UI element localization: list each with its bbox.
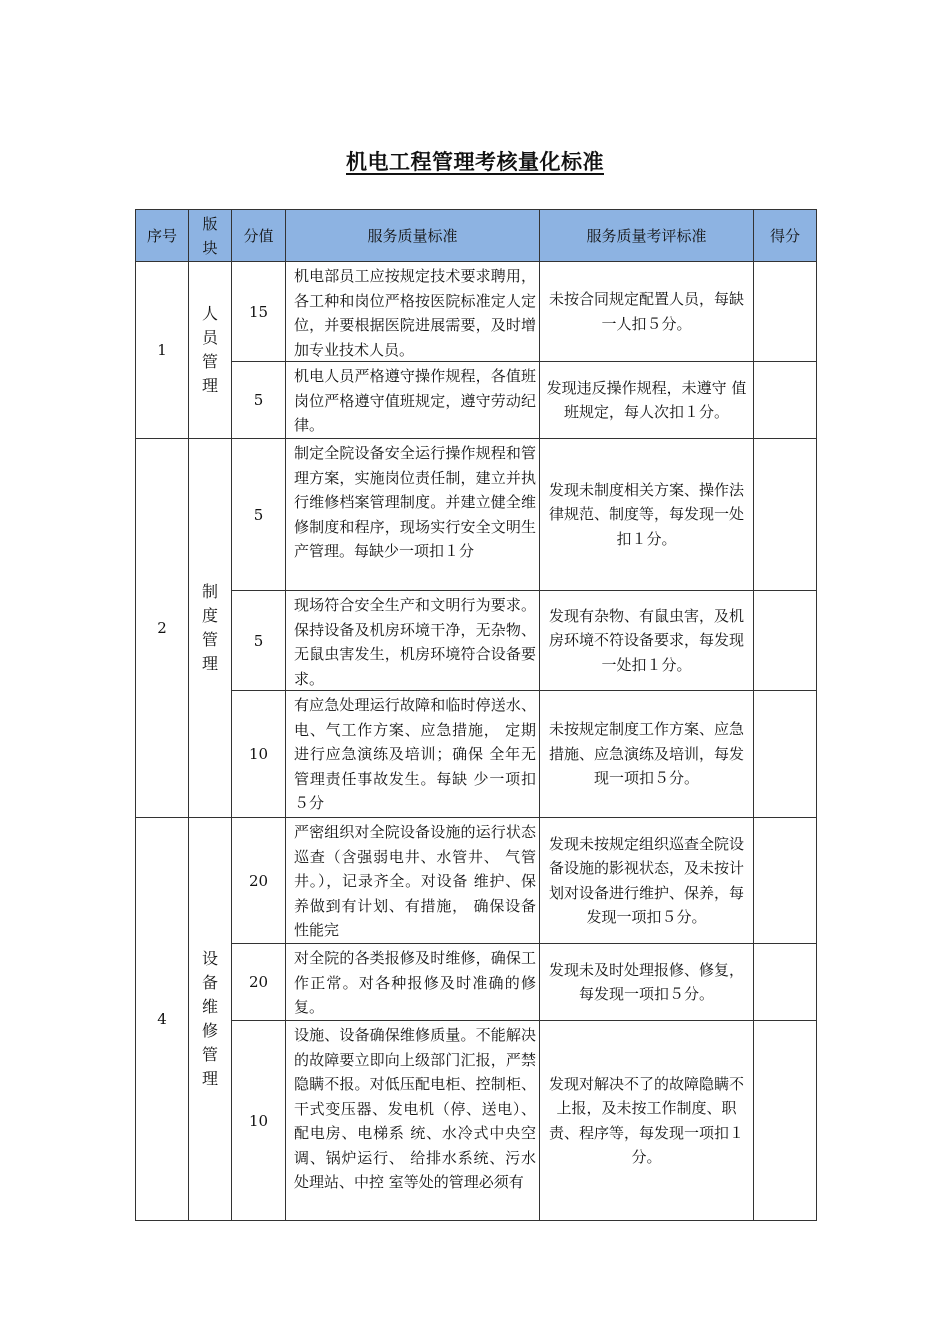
points-cell: 20 (232, 818, 286, 944)
table-row (136, 944, 817, 1021)
score-cell (754, 1021, 817, 1221)
evaluation-cell: 发现未及时处理报修、修复，每发现一项扣５分。 (540, 944, 754, 1021)
evaluation-cell: 发现违反操作规程，未遵守 值班规定，每人次扣１分。 (540, 362, 754, 439)
header-row (136, 210, 817, 262)
header-score: 得分 (754, 210, 817, 262)
header-section: 版块 (189, 210, 232, 262)
header-evaluation: 服务质量考评标准 (540, 210, 754, 262)
header-standard: 服务质量标准 (286, 210, 540, 262)
points-cell: 10 (232, 691, 286, 818)
points-cell: 5 (232, 439, 286, 591)
points-cell: 15 (232, 262, 286, 362)
table-row (136, 362, 817, 439)
page-title: 机电工程管理考核量化标准 (346, 150, 604, 174)
table-row (136, 262, 817, 362)
standard-cell: 设施、设备确保维修质量。不能解决的故障要立即向上级部门汇报，严禁隐瞒不报。对低压配电柜、控制柜、干式变压器、发电机（停、送电）、配电房、电梯系 统、水冷式中央空调、锅炉运行、 给排水系统、污水处理站、中控 室等处的管理必须有 (286, 1021, 540, 1221)
points-cell: 20 (232, 944, 286, 1021)
standard-cell: 有应急处理运行故障和临时停送水、电、气工作方案、应急措施， 定期进行应急演练及培训；确保 全年无管理责任事故发生。每缺 少一项扣５分 (286, 691, 540, 818)
standard-cell: 严密组织对全院设备设施的运行状态巡查（含强弱电井、水管井、 气管井。），记录齐全。对设备 维护、保养做到有计划、有措施， 确保设备性能完 (286, 818, 540, 944)
score-cell (754, 591, 817, 691)
header-no: 序号 (136, 210, 189, 262)
row-number: 1 (136, 262, 189, 439)
standard-cell: 机电部员工应按规定技术要求聘用，各工种和岗位严格按医院标准定人定位，并要根据医院进展需要，及时增加专业技术人员。 (286, 262, 540, 362)
points-cell: 5 (232, 591, 286, 691)
standard-cell: 现场符合安全生产和文明行为要求。保持设备及机房环境干净，无杂物、无鼠虫害发生，机房环境符合设备要求。 (286, 591, 540, 691)
table-row (136, 591, 817, 691)
score-cell (754, 362, 817, 439)
evaluation-cell: 发现未按规定组织巡查全院设备设施的影视状态，及未按计划对设备进行维护、保养，每发现一项扣５分。 (540, 818, 754, 944)
evaluation-cell: 未按规定制度工作方案、应急措施、应急演练及培训，每发现一项扣５分。 (540, 691, 754, 818)
score-cell (754, 691, 817, 818)
row-number: 2 (136, 439, 189, 818)
standard-cell: 机电人员严格遵守操作规程，各值班岗位严格遵守值班规定，遵守劳动纪律。 (286, 362, 540, 439)
points-cell: 10 (232, 1021, 286, 1221)
section-label: 人 员 管 理 (189, 262, 232, 439)
score-cell (754, 818, 817, 944)
evaluation-cell: 发现对解决不了的故障隐瞒不上报，及未按工作制度、职责、程序等，每发现一项扣１分。 (540, 1021, 754, 1221)
score-cell (754, 262, 817, 362)
evaluation-cell: 未按合同规定配置人员，每缺一人扣５分。 (540, 262, 754, 362)
standard-cell: 制定全院设备安全运行操作规程和管理方案，实施岗位责任制，建立并执行维修档案管理制度。并建立健全维修制度和程序，现场实行安全文明生产管理。每缺少一项扣１分 (286, 439, 540, 591)
score-cell (754, 439, 817, 591)
section-label: 制 度 管 理 (189, 439, 232, 818)
evaluation-cell: 发现有杂物、有鼠虫害，及机房环境不符设备要求，每发现一处扣１分。 (540, 591, 754, 691)
table-row (136, 1021, 817, 1221)
header-points: 分值 (232, 210, 286, 262)
points-cell: 5 (232, 362, 286, 439)
score-cell (754, 944, 817, 1021)
table-row (136, 439, 817, 591)
table-row (136, 818, 817, 944)
evaluation-cell: 发现未制度相关方案、操作法律规范、制度等，每发现一处 扣１分。 (540, 439, 754, 591)
section-label: 设 备 维 修 管 理 (189, 818, 232, 1221)
assessment-table (135, 209, 817, 1221)
table-row (136, 691, 817, 818)
standard-cell: 对全院的各类报修及时维修，确保工作正常。对各种报修及时准确的修复。 (286, 944, 540, 1021)
row-number: 4 (136, 818, 189, 1221)
